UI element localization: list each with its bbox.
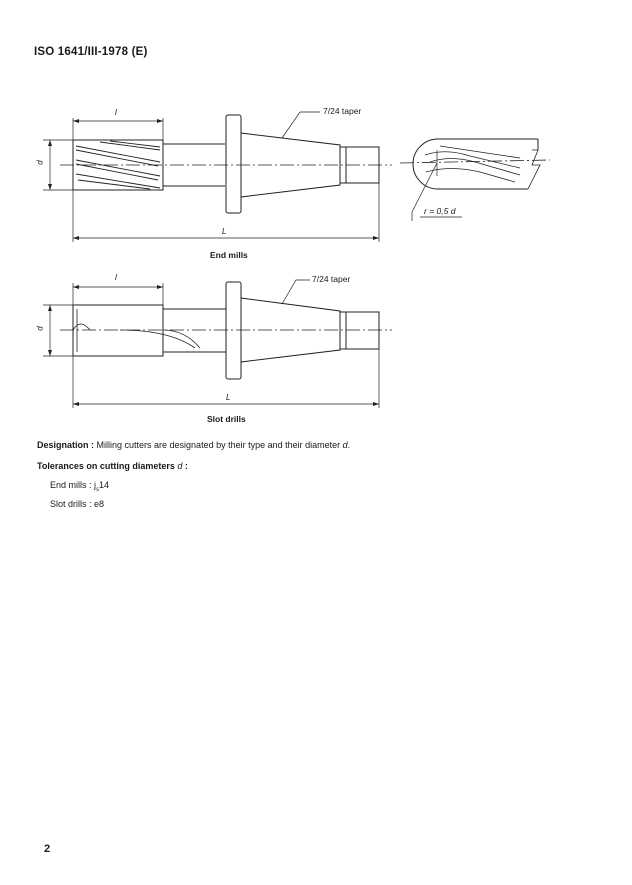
slot-drill-caption: Slot drills bbox=[207, 414, 246, 424]
end-mill-dim-l: l bbox=[115, 108, 117, 117]
end-mill-drawing bbox=[43, 112, 550, 242]
end-mill-dim-d: d bbox=[35, 160, 45, 165]
end-mill-caption: End mills bbox=[210, 250, 248, 260]
page-number: 2 bbox=[44, 843, 51, 855]
end-mill-radius-note: r = 0,5 d bbox=[424, 206, 456, 216]
end-mills-tol-grade: 14 bbox=[99, 480, 110, 490]
designation-var: d bbox=[342, 440, 348, 450]
slot-drills-tolerance: Slot drills : e8 bbox=[50, 499, 105, 509]
end-mills-tolerance bbox=[50, 480, 109, 493]
slot-drill-dim-d: d bbox=[35, 326, 45, 331]
end-mills-tol-sub: s bbox=[96, 486, 100, 493]
slot-drill-flange bbox=[226, 282, 241, 379]
slot-drill-taper-note: 7/24 taper bbox=[312, 274, 351, 284]
tolerances-colon: : bbox=[182, 461, 188, 471]
tolerances-var: d bbox=[177, 461, 183, 471]
designation-end: . bbox=[347, 440, 351, 450]
tolerances-heading bbox=[37, 461, 188, 471]
end-mills-label: End mills : bbox=[50, 480, 95, 490]
end-mill-dim-L: L bbox=[222, 227, 227, 236]
slot-drill-cutting-body bbox=[73, 305, 163, 356]
end-mill-taper-note: 7/24 taper bbox=[323, 106, 362, 116]
designation-text: Milling cutters are designated by their type and their diameter bbox=[94, 440, 343, 450]
end-mill-flange bbox=[226, 115, 241, 213]
document-header: ISO 1641/III-1978 (E) bbox=[34, 46, 148, 58]
designation-label: Designation : bbox=[37, 440, 95, 450]
slot-drill-dim-l: l bbox=[115, 273, 117, 282]
ball-end-detail bbox=[400, 139, 550, 221]
tolerances-heading-text: Tolerances on cutting diameters bbox=[37, 461, 178, 471]
designation-paragraph bbox=[37, 440, 350, 450]
slot-drill-dim-L: L bbox=[226, 393, 231, 402]
slot-drill-drawing bbox=[43, 280, 392, 408]
end-mills-tol-base: j bbox=[94, 480, 97, 490]
